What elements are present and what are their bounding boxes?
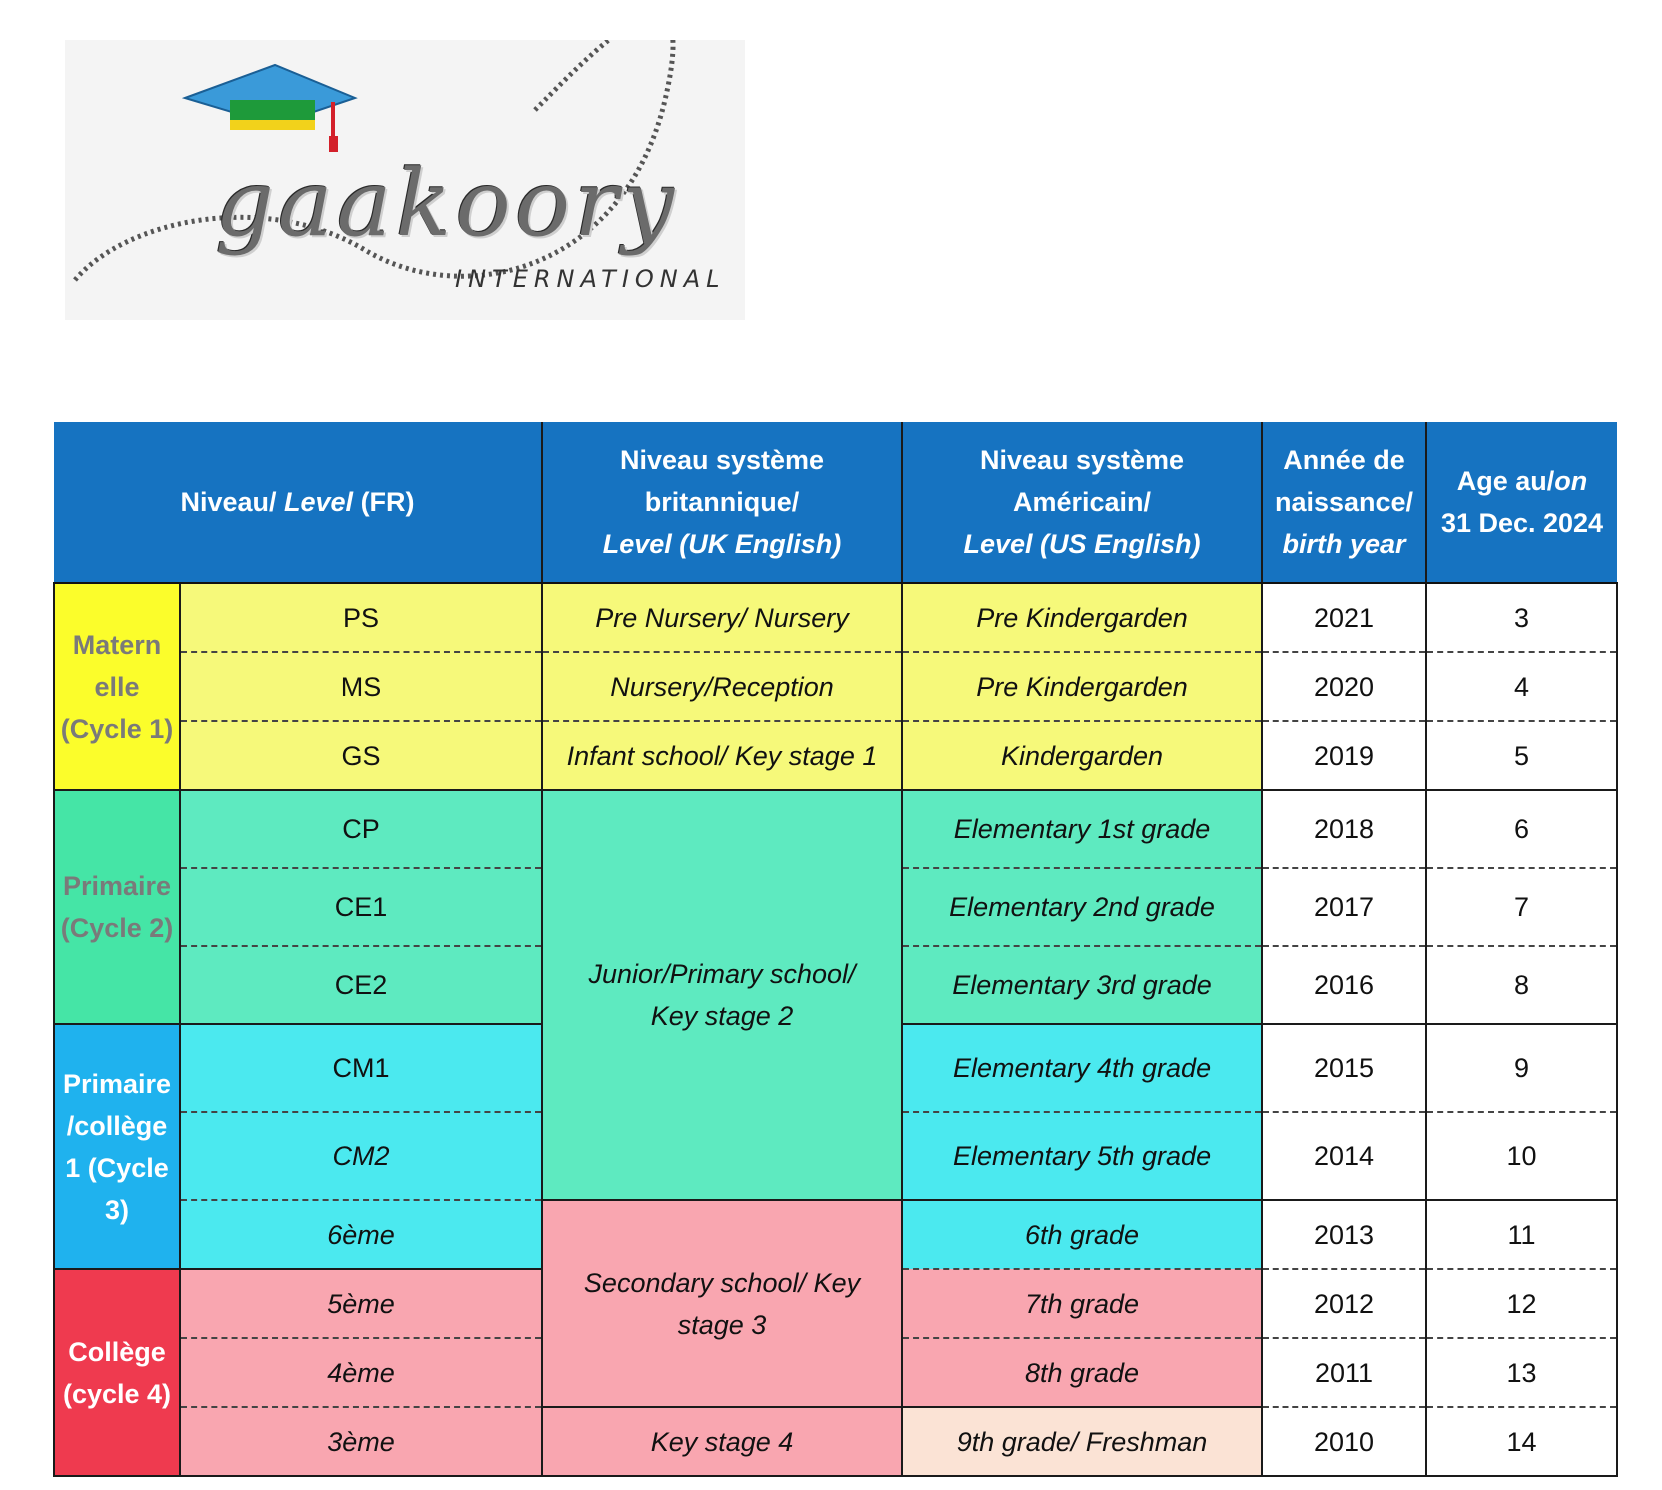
us-level-cell: Kindergarden <box>902 721 1262 790</box>
table-row <box>54 1407 1617 1476</box>
group-primaire-college-cycle-3: Primaire /collège 1 (Cycle 3) <box>54 1024 180 1269</box>
age-cell: 8 <box>1426 946 1617 1024</box>
group-college-cycle-4: Collège (cycle 4) <box>54 1269 180 1476</box>
us-level-cell: Elementary 5th grade <box>902 1112 1262 1200</box>
age-cell: 5 <box>1426 721 1617 790</box>
age-cell: 4 <box>1426 652 1617 721</box>
age-cell: 13 <box>1426 1338 1617 1407</box>
us-level-cell: Pre Kindergarden <box>902 583 1262 652</box>
fr-level-cell: CE2 <box>180 946 542 1024</box>
fr-level-cell: 3ème <box>180 1407 542 1476</box>
fr-level-cell: PS <box>180 583 542 652</box>
age-cell: 3 <box>1426 583 1617 652</box>
age-cell: 9 <box>1426 1024 1617 1112</box>
fr-level-cell: 6ème <box>180 1200 542 1269</box>
age-cell: 14 <box>1426 1407 1617 1476</box>
us-level-cell: Elementary 2nd grade <box>902 868 1262 946</box>
table-row <box>54 1200 1617 1269</box>
header-us-level: Niveau système Américain/ Level (US English) <box>902 422 1262 583</box>
birth-year-cell: 2010 <box>1262 1407 1426 1476</box>
age-cell: 6 <box>1426 790 1617 868</box>
birth-year-cell: 2021 <box>1262 583 1426 652</box>
table-row <box>54 721 1617 790</box>
birth-year-cell: 2019 <box>1262 721 1426 790</box>
birth-year-cell: 2011 <box>1262 1338 1426 1407</box>
fr-level-cell: CE1 <box>180 868 542 946</box>
logo-subtitle: INTERNATIONAL <box>455 265 726 293</box>
birth-year-cell: 2012 <box>1262 1269 1426 1338</box>
header-birth-year: Année de naissance/ birth year <box>1262 422 1426 583</box>
fr-level-cell: 4ème <box>180 1338 542 1407</box>
fr-level-cell: CP <box>180 790 542 868</box>
logo <box>65 40 745 320</box>
header-uk-level: Niveau système britannique/ Level (UK English) <box>542 422 902 583</box>
birth-year-cell: 2013 <box>1262 1200 1426 1269</box>
uk-level-cell: Pre Nursery/ Nursery <box>542 583 902 652</box>
fr-level-cell: CM1 <box>180 1024 542 1112</box>
table-row <box>54 790 1617 868</box>
us-level-cell: Pre Kindergarden <box>902 652 1262 721</box>
us-level-cell: 8th grade <box>902 1338 1262 1407</box>
table-row <box>54 583 1617 652</box>
header-fr-level: Niveau/ Level (FR) <box>54 422 542 583</box>
birth-year-cell: 2015 <box>1262 1024 1426 1112</box>
us-level-cell: Elementary 3rd grade <box>902 946 1262 1024</box>
uk-level-secondary: Secondary school/ Key stage 3 <box>542 1200 902 1407</box>
age-cell: 12 <box>1426 1269 1617 1338</box>
birth-year-cell: 2020 <box>1262 652 1426 721</box>
birth-year-cell: 2018 <box>1262 790 1426 868</box>
us-level-cell: Elementary 1st grade <box>902 790 1262 868</box>
birth-year-cell: 2016 <box>1262 946 1426 1024</box>
uk-level-cell: Key stage 4 <box>542 1407 902 1476</box>
age-cell: 11 <box>1426 1200 1617 1269</box>
age-cell: 10 <box>1426 1112 1617 1200</box>
group-maternelle: Matern elle (Cycle 1) <box>54 583 180 790</box>
fr-level-cell: MS <box>180 652 542 721</box>
us-level-cell: 6th grade <box>902 1200 1262 1269</box>
group-primaire-cycle-2: Primaire (Cycle 2) <box>54 790 180 1024</box>
us-level-cell: 9th grade/ Freshman <box>902 1407 1262 1476</box>
level-comparison-table <box>53 422 1618 1477</box>
birth-year-cell: 2014 <box>1262 1112 1426 1200</box>
fr-level-cell: 5ème <box>180 1269 542 1338</box>
fr-level-cell: CM2 <box>180 1112 542 1200</box>
us-level-cell: 7th grade <box>902 1269 1262 1338</box>
fr-level-cell: GS <box>180 721 542 790</box>
uk-level-cell: Nursery/Reception <box>542 652 902 721</box>
us-level-cell: Elementary 4th grade <box>902 1024 1262 1112</box>
age-cell: 7 <box>1426 868 1617 946</box>
uk-level-cell: Infant school/ Key stage 1 <box>542 721 902 790</box>
birth-year-cell: 2017 <box>1262 868 1426 946</box>
logo-wordmark: gaakoory <box>215 150 679 257</box>
table-row <box>54 652 1617 721</box>
uk-level-junior-primary: Junior/Primary school/ Key stage 2 <box>542 790 902 1200</box>
header-age: Age au/on 31 Dec. 2024 <box>1426 422 1617 583</box>
